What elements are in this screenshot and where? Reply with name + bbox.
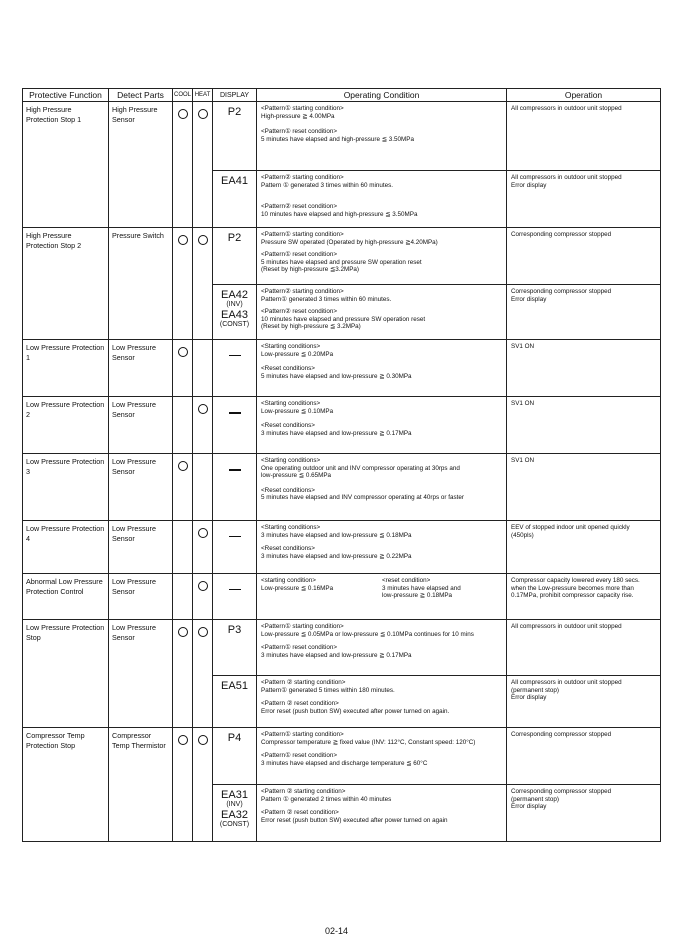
circle-mark-icon	[198, 109, 208, 119]
condition-cell	[257, 228, 507, 285]
condition-line: <Reset conditions>	[261, 365, 315, 372]
display-cell	[213, 676, 257, 728]
condition-line: <Starting conditions>	[261, 457, 321, 464]
condition-line: 5 minutes have elapsed and low-pressure ≧ 0.30MPa	[261, 372, 412, 380]
cool-cell	[173, 102, 193, 228]
parts-cell: Low Pressure Sensor	[109, 454, 173, 521]
condition-line: Pattern ① generated 2 times within 40 minutes	[261, 795, 392, 803]
operation-line: (permanent stop)	[511, 686, 559, 694]
operation-line: Error display	[511, 181, 547, 189]
condition-line: Pressure SW operated (Operated by high-pressure ≧4.20MPa)	[261, 238, 438, 246]
display-cell	[213, 785, 257, 842]
operation-line: All compressors in outdoor unit stopped	[511, 679, 622, 686]
condition-cell	[257, 676, 507, 728]
condition-cell	[257, 454, 507, 521]
operation-line: (450pls)	[511, 531, 534, 539]
header-heat: HEAT	[193, 89, 213, 102]
condition-line: <Pattern① starting condition>	[261, 105, 344, 112]
function-cell: Low Pressure Protection 1	[23, 340, 109, 397]
cool-cell	[173, 620, 193, 728]
condition-line: <Pattern ② reset condition>	[261, 700, 339, 707]
operation-cell	[507, 340, 661, 397]
condition-line: 10 minutes have elapsed and high-pressure ≦ 3.50MPa	[261, 210, 418, 218]
display-cell	[213, 228, 257, 285]
operation-line: Corresponding compressor stopped	[511, 288, 612, 295]
display-cell	[213, 340, 257, 397]
cool-cell	[173, 574, 193, 620]
heat-cell	[193, 574, 213, 620]
condition-line: 3 minutes have elapsed and low-pressure ≧ 0.17MPa	[261, 429, 412, 437]
display-code: P2	[227, 106, 242, 118]
display-cell	[213, 102, 257, 171]
display-code: EA32	[221, 809, 248, 821]
function-cell: Low Pressure Protection 3	[23, 454, 109, 521]
display-sub: (CONST)	[219, 821, 250, 828]
condition-line: High-pressure ≧ 4.00MPa	[261, 112, 335, 120]
operation-line: Error display	[511, 694, 547, 701]
header-condition: Operating Condition	[257, 89, 507, 102]
circle-mark-icon	[178, 735, 188, 745]
display-code: EA42	[221, 289, 248, 301]
operation-line: SV1 ON	[511, 400, 535, 407]
condition-cell	[257, 574, 507, 620]
function-cell: Low Pressure Protection 4	[23, 521, 109, 574]
function-cell: Low Pressure Protection Stop	[23, 620, 109, 728]
condition-line: 3 minutes have elapsed and discharge temperature ≦ 60°C	[261, 759, 428, 767]
operation-line: when the Low-pressure becomes more than	[511, 584, 634, 592]
display-cell	[213, 728, 257, 785]
operation-line: (permanent stop)	[511, 795, 559, 803]
condition-line: Low-pressure ≦ 0.20MPa	[261, 350, 334, 358]
condition-line: 5 minutes have elapsed and pressure SW operation reset	[261, 258, 422, 266]
operation-line: Corresponding compressor stopped	[511, 731, 612, 738]
condition-line: <Pattern ② starting condition>	[261, 788, 346, 795]
table-header-row	[23, 89, 661, 102]
operation-line: Error display	[511, 803, 547, 810]
condition-line: Low-pressure ≦ 0.16MPa	[261, 584, 334, 592]
circle-mark-icon	[198, 235, 208, 245]
no-display-dash-icon	[229, 469, 241, 471]
table-row	[23, 340, 661, 397]
parts-cell: Low Pressure Sensor	[109, 574, 173, 620]
no-display-dash-icon	[229, 355, 241, 356]
display-code: EA43	[221, 309, 248, 321]
condition-cell	[257, 397, 507, 454]
table-row	[23, 397, 661, 454]
operation-cell	[507, 285, 661, 340]
condition-line: <Reset conditions>	[261, 422, 315, 429]
function-cell: High Pressure Protection Stop 1	[23, 102, 109, 228]
operation-cell	[507, 574, 661, 620]
display-sub: (INV)	[226, 801, 243, 808]
condition-line: Error reset (push button SW) executed after power turned on again.	[261, 707, 450, 715]
operation-line: All compressors in outdoor unit stopped	[511, 623, 622, 630]
operation-line: SV1 ON	[511, 457, 535, 464]
condition-line: Pattern① generated 3 times within 60 minutes.	[261, 295, 392, 303]
display-code: EA41	[221, 175, 248, 187]
condition-line: <Pattern ② reset condition>	[261, 809, 339, 816]
table-row	[23, 228, 661, 285]
operation-cell	[507, 397, 661, 454]
display-code: EA31	[221, 789, 248, 801]
display-cell	[213, 454, 257, 521]
circle-mark-icon	[198, 627, 208, 637]
condition-line: Pattern① generated 5 times within 180 minutes.	[261, 686, 395, 694]
condition-line: <Pattern① reset condition>	[261, 644, 338, 651]
parts-cell: Low Pressure Sensor	[109, 620, 173, 728]
parts-cell: Low Pressure Sensor	[109, 397, 173, 454]
operation-line: SV1 ON	[511, 343, 535, 350]
condition-line: <Pattern① starting condition>	[261, 623, 344, 630]
display-code: EA51	[221, 680, 248, 692]
condition-line: <Reset conditions>	[261, 486, 315, 494]
function-cell: Abnormal Low Pressure Protection Control	[23, 574, 109, 620]
no-display-dash-icon	[229, 589, 241, 590]
display-code: P3	[227, 624, 242, 636]
condition-line: Error reset (push button SW) executed after power turned on again	[261, 816, 448, 824]
header-display: DISPLAY	[213, 89, 257, 102]
cool-cell	[173, 340, 193, 397]
condition-line: 5 minutes have elapsed and high-pressure ≦ 3.50MPa	[261, 135, 414, 143]
function-cell: Compressor Temp Protection Stop	[23, 728, 109, 842]
protective-function-table	[22, 88, 661, 842]
heat-cell	[193, 521, 213, 574]
heat-cell	[193, 340, 213, 397]
display-cell	[213, 285, 257, 340]
parts-cell: Low Pressure Sensor	[109, 521, 173, 574]
condition-line: Low-pressure ≦ 0.05MPa or low-pressure ≦ 0.10MPa continues for 10 mins	[261, 630, 474, 638]
condition-line: <Pattern② reset condition>	[261, 308, 338, 315]
operation-cell	[507, 454, 661, 521]
cool-cell	[173, 228, 193, 340]
condition-cell	[257, 620, 507, 676]
condition-line: low-pressure ≦ 0.65MPa	[261, 472, 332, 479]
display-sub: (INV)	[226, 301, 243, 308]
condition-line: <Pattern① reset condition>	[261, 128, 338, 135]
condition-line: <Pattern① starting condition>	[261, 231, 344, 238]
header-cool: COOL	[173, 89, 193, 102]
circle-mark-icon	[178, 347, 188, 357]
condition-line: <Starting conditions>	[261, 524, 321, 531]
condition-line: <Pattern② reset condition>	[261, 203, 338, 210]
condition-cell	[257, 102, 507, 171]
condition-line: Compressor temperature ≧ fixed value (INV: 112°C, Constant speed: 120°C)	[261, 738, 476, 746]
heat-cell	[193, 228, 213, 340]
table-row	[23, 574, 661, 620]
operation-line: All compressors in outdoor unit stopped	[511, 105, 622, 112]
condition-line: 3 minutes have elapsed and low-pressure ≦ 0.18MPa	[261, 531, 412, 539]
circle-mark-icon	[198, 404, 208, 414]
condition-line: (Reset by high-pressure ≦3.2MPa)	[261, 266, 360, 273]
header-function: Protective Function	[23, 89, 109, 102]
header-parts: Detect Parts	[109, 89, 173, 102]
display-code: P4	[227, 732, 242, 744]
parts-cell: Compressor Temp Thermistor	[109, 728, 173, 842]
reset-condition	[382, 577, 503, 600]
circle-mark-icon	[178, 627, 188, 637]
display-cell	[213, 574, 257, 620]
function-cell: Low Pressure Protection 2	[23, 397, 109, 454]
condition-line: 5 minutes have elapsed and INV compressor operating at 40rps or faster	[261, 494, 465, 501]
operation-line: EEV of stopped indoor unit opened quickly	[511, 524, 630, 531]
heat-cell	[193, 620, 213, 728]
table-row	[23, 454, 661, 521]
operation-cell	[507, 171, 661, 228]
heat-cell	[193, 454, 213, 521]
table-row	[23, 728, 661, 785]
condition-line: 3 minutes have elapsed and low-pressure ≧ 0.22MPa	[261, 552, 412, 560]
operation-cell	[507, 785, 661, 842]
operation-cell	[507, 228, 661, 285]
display-sub: (CONST)	[219, 321, 250, 328]
display-cell	[213, 397, 257, 454]
operation-line: Corresponding compressor stopped	[511, 788, 612, 795]
table-row	[23, 620, 661, 676]
condition-line: <Pattern① starting condition>	[261, 731, 344, 738]
condition-line: <Reset conditions>	[261, 545, 315, 552]
operation-cell	[507, 728, 661, 785]
condition-line: <Starting conditions>	[261, 400, 321, 407]
condition-line: 3 minutes have elapsed and low-pressure ≧ 0.17MPa	[261, 651, 412, 659]
display-cell	[213, 620, 257, 676]
table-row	[23, 102, 661, 171]
circle-mark-icon	[178, 235, 188, 245]
parts-cell: Low Pressure Sensor	[109, 340, 173, 397]
heat-cell	[193, 728, 213, 842]
no-display-dash-icon	[229, 412, 241, 414]
circle-mark-icon	[178, 109, 188, 119]
operation-cell	[507, 676, 661, 728]
condition-line: <reset condition>	[382, 577, 431, 584]
condition-line: One operating outdoor unit and INV compressor operating at 30rps and	[261, 464, 460, 472]
operation-line: Compressor capacity lowered every 180 secs.	[511, 577, 640, 584]
circle-mark-icon	[178, 461, 188, 471]
operation-line: Error display	[511, 295, 547, 303]
operation-cell	[507, 521, 661, 574]
operation-cell	[507, 620, 661, 676]
cool-cell	[173, 521, 193, 574]
operation-line: All compressors in outdoor unit stopped	[511, 174, 622, 181]
function-cell: High Pressure Protection Stop 2	[23, 228, 109, 340]
circle-mark-icon	[198, 528, 208, 538]
condition-line: <Pattern② starting condition>	[261, 288, 344, 295]
condition-cell	[257, 785, 507, 842]
condition-line: Low-pressure ≦ 0.10MPa	[261, 407, 334, 415]
circle-mark-icon	[198, 735, 208, 745]
starting-condition	[261, 577, 382, 600]
cool-cell	[173, 397, 193, 454]
condition-line: <Pattern① reset condition>	[261, 752, 338, 759]
condition-cell	[257, 728, 507, 785]
condition-line: <Starting conditions>	[261, 343, 321, 350]
condition-line: <Pattern② starting condition>	[261, 174, 344, 181]
condition-cell	[257, 340, 507, 397]
heat-cell	[193, 397, 213, 454]
operation-line: Corresponding compressor stopped	[511, 231, 612, 238]
operation-cell	[507, 102, 661, 171]
condition-line: <Pattern ② starting condition>	[261, 679, 346, 686]
header-operation: Operation	[507, 89, 661, 102]
cool-cell	[173, 728, 193, 842]
no-display-dash-icon	[229, 536, 241, 537]
condition-line: 3 minutes have elapsed and	[382, 584, 461, 592]
display-cell	[213, 521, 257, 574]
display-cell	[213, 171, 257, 228]
circle-mark-icon	[198, 581, 208, 591]
condition-cell	[257, 171, 507, 228]
display-code: P2	[227, 232, 242, 244]
parts-cell: High Pressure Sensor	[109, 102, 173, 228]
condition-line: (Reset by high-pressure ≦ 3.2MPa)	[261, 323, 361, 330]
condition-line: low-pressure ≧ 0.18MPa	[382, 592, 453, 599]
cool-cell	[173, 454, 193, 521]
condition-line: Pattern ① generated 3 times within 60 minutes.	[261, 181, 394, 189]
condition-line: <starting condition>	[261, 577, 316, 584]
condition-cell	[257, 521, 507, 574]
condition-line: 10 minutes have elapsed and pressure SW operation reset	[261, 315, 426, 323]
table-row	[23, 521, 661, 574]
heat-cell	[193, 102, 213, 228]
operation-line: 0.17MPa, prohibit compressor capacity rise.	[511, 592, 634, 599]
parts-cell: Pressure Switch	[109, 228, 173, 340]
condition-line: <Pattern① reset condition>	[261, 251, 338, 258]
page-number: 02-14	[324, 926, 349, 936]
condition-cell	[257, 285, 507, 340]
